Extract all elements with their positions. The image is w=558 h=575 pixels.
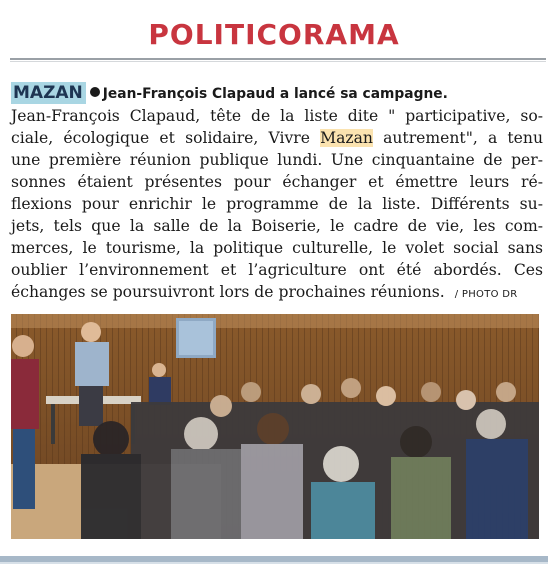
body-line: échanges se poursuivront lors de prochaines réunions. / PHOTO DR	[11, 283, 518, 301]
body-line: jets, tels que la salle de la Boiserie, le cadre de vie, les com-	[11, 217, 543, 235]
photo-credit: / PHOTO DR	[454, 289, 518, 300]
article-body	[11, 82, 543, 306]
bottom-rule-shadow	[0, 562, 548, 564]
meeting-photo	[11, 314, 539, 539]
body-line: merces, le tourisme, la politique culturelle, le volet social sans	[11, 239, 543, 257]
body-line: une première réunion publique lundi. Une cinquantaine de per-	[11, 151, 543, 169]
body-line: Jean-François Clapaud, tête de la liste dite " participative, so-	[11, 107, 543, 125]
kicker-row	[11, 82, 543, 105]
section-title: POLITICORAMA	[148, 18, 400, 51]
body-line: oublier l’environnement et l’agriculture ont été abordés. Ces	[11, 261, 543, 279]
body-line: sonnes étaient présentes pour échanger et émettre leurs ré-	[11, 173, 543, 191]
meeting-photo-illustration	[11, 314, 539, 539]
town-kicker: MAZAN	[11, 82, 86, 104]
body-line: flexions pour enrichir le programme de la liste. Différents su-	[11, 195, 543, 213]
body-line: ciale, écologique et solidaire, Vivre Mazan autrement", a tenu	[11, 129, 543, 147]
highlighted-town: Mazan	[320, 129, 373, 147]
top-rule	[10, 58, 546, 60]
article-headline: Jean-François Clapaud a lancé sa campagne.	[102, 86, 448, 102]
top-rule-shadow	[10, 61, 546, 62]
bullet-icon	[90, 87, 100, 97]
